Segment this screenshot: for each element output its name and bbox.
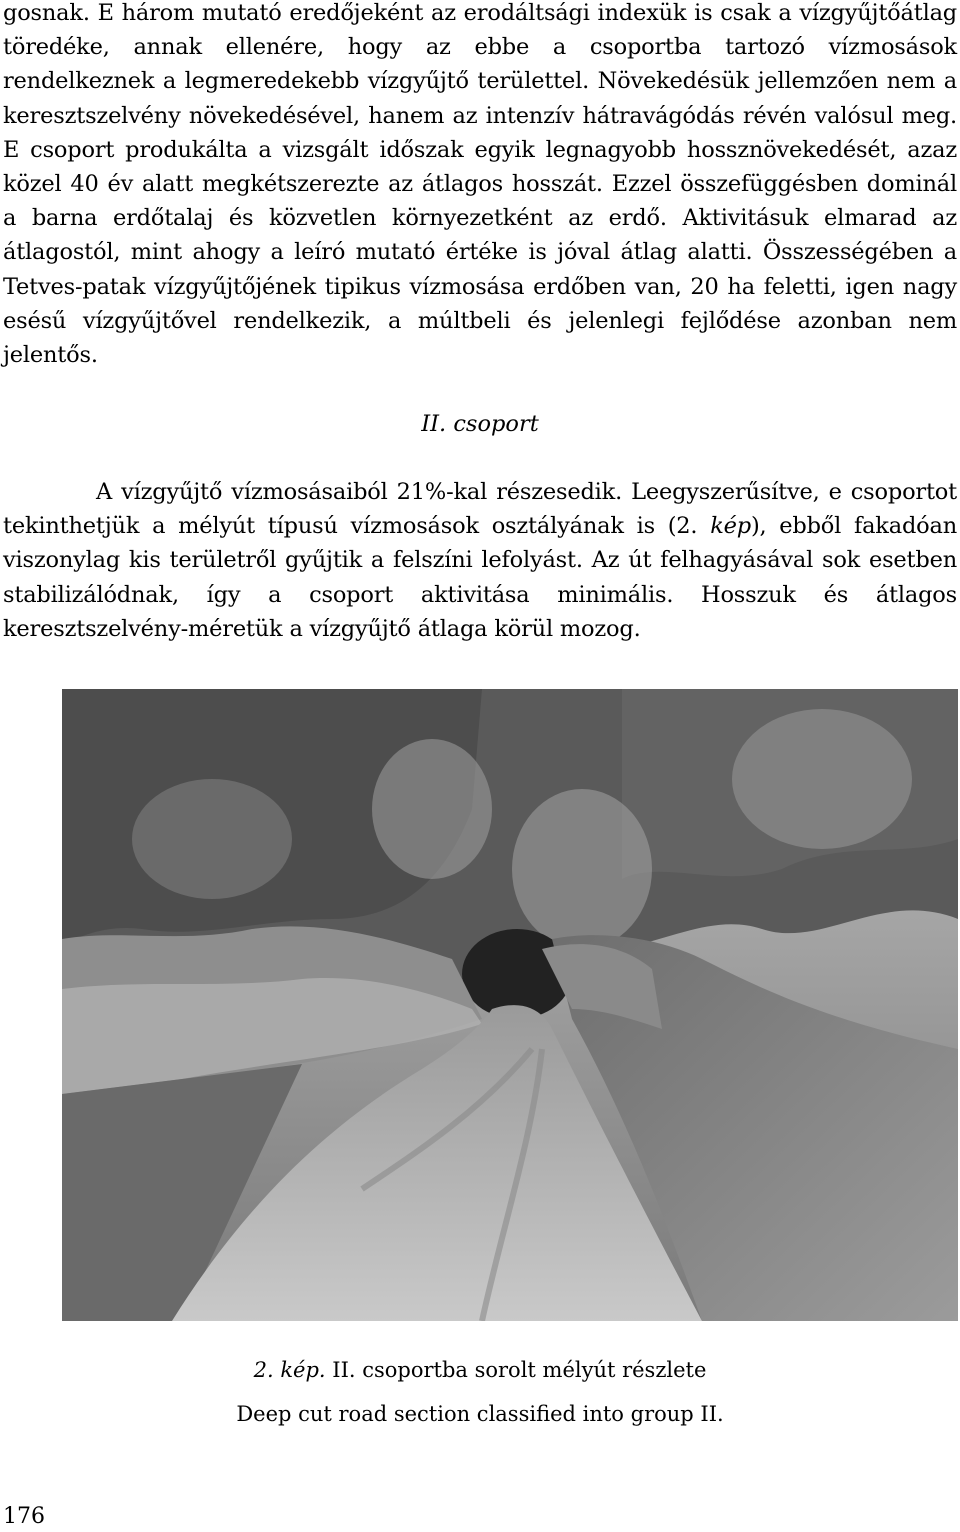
figure-caption-en: Deep cut road section classified into group II.: [236, 1402, 724, 1426]
page-number: 176: [3, 1504, 45, 1529]
figure-caption-hu: [0, 1355, 960, 1385]
figure-photo-deep-cut-road: [62, 689, 958, 1321]
section-heading-roman: II.: [421, 411, 447, 437]
paragraph-1: gosnak. E három mutató eredőjeként az erodáltsági indexük is csak a vízgyűjtőátlag töredéke, annak ellenére, hogy az ebbe a csoportba tartozó vízmosások rendelkeznek a legmeredekebb vízgyűjtő területtel. Növekedésük jellemzően nem a keresztszelvény növekedésével, hanem az intenzív hátravágódás révén valósul meg. E csoport produkálta a vizsgált időszak egyik legnagyobb hossznövekedését, azaz közel 40 év alatt megkétszerezte az átlagos hosszát. Ezzel összefüggésben dominál a barna erdőtalaj és közvetlen környezetként az erdő. Aktivitásuk elmarad az átlagostól, mint ahogy a leíró mutató értéke is jóval átlag alatti. Összességében a Tetves-patak vízgyűjtőjének tipikus vízmosása erdőben van, 20 ha feletti, igen nagy esésű vízgyűjtővel rendelkezik, a múltbeli és jelenlegi fejlődése azonban nem jelentős.: [3, 0, 957, 369]
figure-caption-hu-text: II. csoportba sorolt mélyút részlete: [325, 1358, 707, 1382]
figure-caption-hu-num: 2.: [253, 1358, 281, 1382]
paragraph-2-start: A vízgyűjtő vízmosásaiból 21%-kal részesedik. Leegyszerűsítve, e csoportot tekinthetjük a mélyút típusú vízmosások osztályának is (2.: [3, 479, 957, 540]
section-heading-word: csoport: [453, 411, 539, 437]
figure-reference[interactable]: kép: [710, 513, 751, 540]
figure-caption-hu-label: kép.: [280, 1358, 326, 1382]
paragraph-2-rest: ), ebből fakadóan viszonylag kis területről gyűjtik a felszíni lefolyást. Az út felhagyásával sok esetben stabilizálódnak, így a csoport aktivitása minimális. Hosszuk és átlagos keresztszelvény-méretük a vízgyűjtő átlaga körül mozog.: [3, 513, 958, 642]
paragraph-2: [3, 475, 957, 646]
section-heading: [0, 407, 960, 441]
